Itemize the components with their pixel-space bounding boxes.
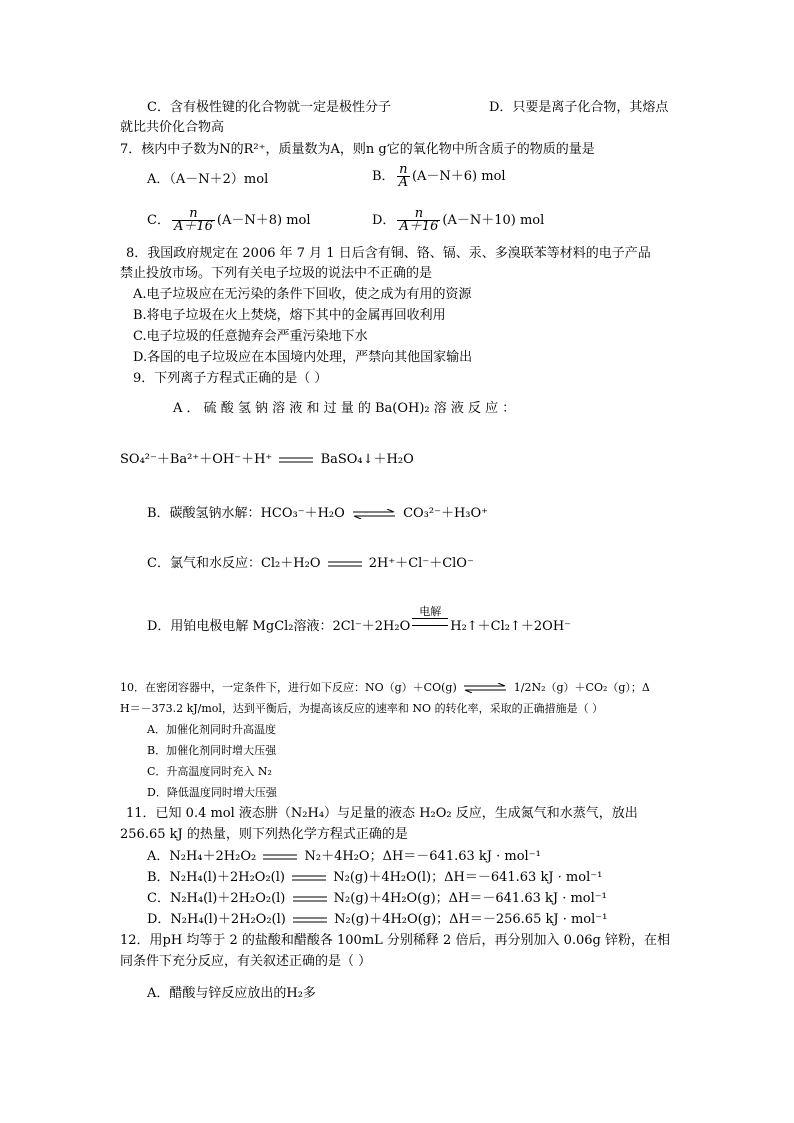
q10-option-c: C．升高温度同时充入 N₂ [147,765,272,778]
equals-sign-icon [279,456,313,464]
q8-option-a: A.电子垃圾应在无污染的条件下回收，使之成为有用的资源 [133,287,472,302]
reversible-arrow-icon [464,683,506,693]
q8-option-d: D.各国的电子垃圾应在本国境内处理，严禁向其他国家输出 [133,350,473,365]
q7-option-a: A．（A－N＋2）mol [147,172,269,187]
q12-stem-line2: 同条件下充分反应，有关叙述正确的是（ ） [120,954,372,969]
q12-stem-line1: 12．用pH 均等于 2 的盐酸和醋酸各 100mL 分别稀释 2 倍后，再分别加入 0.06g 锌粉，在相 [120,933,670,948]
q7-option-c: C． $\frac{n}{A+16}$ (A－N＋8) mol [147,206,311,234]
q6-option-d-line2: 就比共价化合物高 [120,120,225,135]
q10-option-d: D．降低温度同时增大压强 [147,786,277,799]
q9-option-d: D．用铂电极电解 MgCl₂溶液：2Cl⁻＋2H₂O 电解 H₂↑＋Cl₂↑＋2OH⁻ [147,605,572,634]
q10-stem-line2: H＝－373.2 kJ/mol，达到平衡后，为提高该反应的速率和 NO 的转化率，采取的正确措施是（ ） [120,702,604,715]
reversible-arrow-icon [353,509,395,519]
equals-sign-icon [293,895,327,903]
q9-option-a-equation: SO₄²⁻＋Ba²⁺＋OH⁻＋H⁺ BaSO₄↓＋H₂O [120,452,414,467]
equals-sign-icon [263,853,297,861]
q11-option-d: D．N₂H₄(l)＋2H₂O₂(l) N₂(g)＋4H₂O(g)；ΔH＝－256.65 kJ · mol⁻¹ [147,912,608,927]
q7-stem: 7．核内中子数为N的R²⁺，质量数为A，则n g它的氧化物中所含质子的物质的量是 [120,142,595,157]
q11-option-c: C．N₂H₄(l)＋2H₂O₂(l) N₂(g)＋4H₂O(g)；ΔH＝－641.63 kJ · mol⁻¹ [147,891,607,906]
q8-stem-line2: 禁止投放市场。下列有关电子垃圾的说法中不正确的是 [120,266,433,281]
q12-option-a: A．醋酸与锌反应放出的H₂多 [147,986,316,1001]
q6-option-c: C．含有极性键的化合物就一定是极性分子 [147,100,391,115]
q9-stem: 9．下列离子方程式正确的是（ ） [133,371,328,386]
q6-option-d-line1: D．只要是离子化合物，其熔点 [489,100,669,115]
equals-sign-icon [328,560,362,568]
fraction: $\frac{n}{A+16}$ [173,206,213,234]
q9-option-b: B．碳酸氢钠水解：HCO₃⁻＋H₂O CO₃²⁻＋H₃O⁺ [147,506,489,521]
q10-stem-line1: 10．在密闭容器中，一定条件下，进行如下反应：NO（g）＋CO(g) 1/2N₂（g）＋CO₂（g）；Δ [120,681,650,694]
q7-option-b: B． $\frac{n}{A}$ (A－N＋6) mol [372,162,506,190]
q10-option-b: B．加催化剂同时增大压强 [147,744,277,757]
equals-sign-icon [292,874,326,882]
equals-sign-icon [293,916,327,924]
q11-option-a: A．N₂H₄＋2H₂O₂ N₂＋4H₂O；ΔH＝－641.63 kJ · mol⁻¹ [147,849,541,864]
fraction: $\frac{n}{A+16}$ [399,206,439,234]
q11-option-b: B．N₂H₄(l)＋2H₂O₂(l) N₂(g)＋4H₂O(l)；ΔH＝－641.63 kJ · mol⁻¹ [147,870,603,885]
q9-option-c: C．氯气和水反应：Cl₂＋H₂O 2H⁺＋Cl⁻＋ClO⁻ [147,556,474,571]
q8-option-c: C.电子垃圾的任意抛弃会严重污染地下水 [133,329,368,344]
q11-stem-line1: 11．已知 0.4 mol 液态肼（N₂H₄）与足量的液态 H₂O₂ 反应，生成氮气和水蒸气，放出 [126,806,638,821]
q11-stem-line2: 256.65 kJ 的热量，则下列热化学方程式正确的是 [120,827,408,842]
electrolysis-condition: 电解 [412,618,448,630]
q10-option-a: A．加催化剂同时升高温度 [147,723,276,736]
q7-option-d: D． $\frac{n}{A+16}$ (A－N＋10) mol [372,206,545,234]
fraction: $\frac{n}{A}$ [398,162,408,190]
q8-stem-line1: 8．我国政府规定在 2006 年 7 月 1 日后含有铜、铬、镉、汞、多溴联苯等材料的电子产品 [126,246,651,261]
q8-option-b: B.将电子垃圾在火上焚烧，熔下其中的金属再回收利用 [133,308,446,323]
q9-option-a-text: A ． 硫 酸 氢 钠 溶 液 和 过 量 的 Ba(OH)₂ 溶 液 反 应 ： [173,401,516,416]
